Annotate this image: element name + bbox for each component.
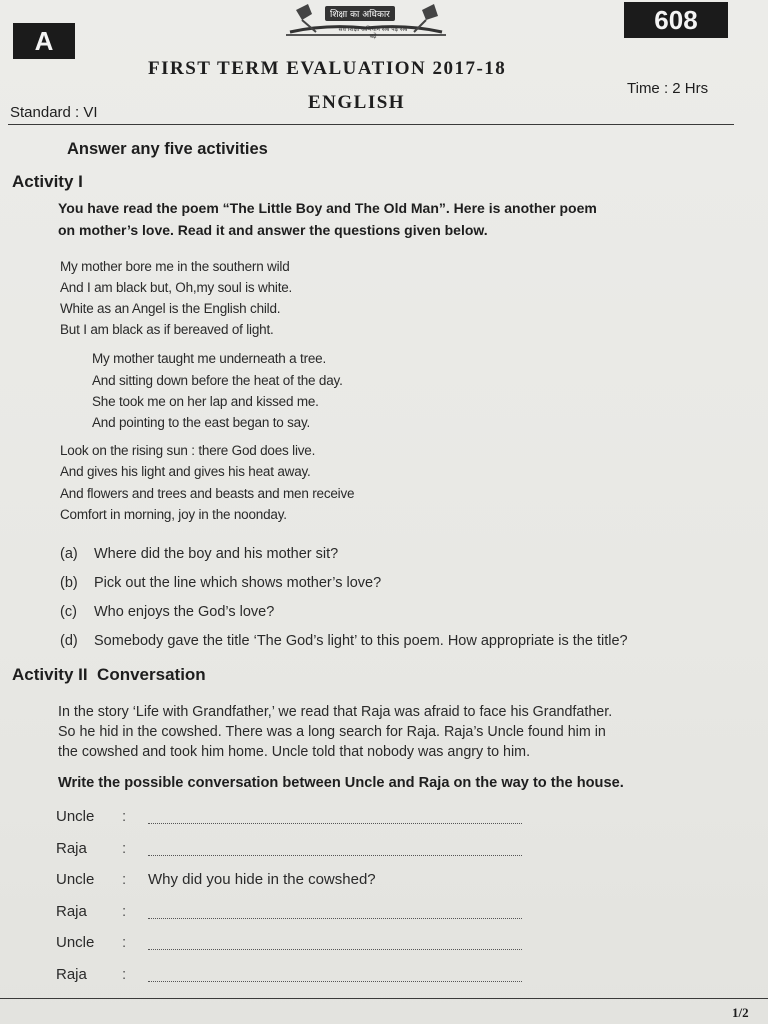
question-text: Where did the boy and his mother sit? (94, 546, 339, 562)
exam-time: Time : 2 Hrs (627, 80, 709, 97)
question-text: Pick out the line which shows mother’s love? (94, 575, 382, 591)
activity-2-label: Activity II (12, 665, 88, 684)
question-row (60, 575, 381, 591)
speaker-colon: : (122, 871, 127, 888)
story-paragraph-line: the cowshed and took him home. Uncle told that nobody was angry to him. (58, 744, 531, 760)
activity-1-heading: Activity I (12, 172, 83, 191)
answer-blank[interactable] (148, 981, 522, 982)
conversation-task: Write the possible conversation between Uncle and Raja on the way to the house. (58, 775, 624, 791)
speaker-colon: : (122, 934, 127, 951)
conversation-row (56, 840, 536, 864)
poem-line: My mother bore me in the southern wild (60, 259, 290, 274)
answer-blank[interactable] (148, 949, 522, 950)
paper-code-badge: 608 (624, 2, 728, 38)
given-dialogue: Why did you hide in the cowshed? (148, 871, 376, 888)
speaker-colon: : (122, 808, 127, 825)
page-number: 1/2 (732, 1005, 749, 1020)
speaker-colon: : (122, 903, 127, 920)
poem-line: And I am black but, Oh,my soul is white. (60, 280, 293, 295)
answer-blank[interactable] (148, 918, 522, 919)
poem-line: Look on the rising sun : there God does live. (60, 443, 316, 458)
question-label: (b) (60, 575, 78, 591)
set-badge: A (13, 23, 75, 59)
speaker-colon: : (122, 840, 127, 857)
poem-line: But I am black as if bereaved of light. (60, 322, 274, 337)
speaker-name: Uncle (56, 808, 95, 825)
question-row (60, 604, 274, 620)
activity-1-intro-line: You have read the poem “The Little Boy and The Old Man”. Here is another poem (58, 200, 597, 216)
speaker-name: Uncle (56, 934, 95, 951)
activity-2-subheading: Conversation (97, 665, 206, 684)
speaker-name: Raja (56, 966, 87, 983)
speaker-name: Raja (56, 840, 87, 857)
conversation-row (56, 903, 536, 927)
question-row (60, 633, 628, 649)
question-text: Somebody gave the title ‘The God’s light’ to this poem. How appropriate is the title? (94, 633, 628, 649)
poem-line: And pointing to the east began to say. (92, 415, 311, 430)
conversation-row (56, 934, 536, 958)
story-paragraph-line: So he hid in the cowshed. There was a long search for Raja. Raja’s Uncle found him in (58, 724, 606, 740)
answer-blank[interactable] (148, 823, 522, 824)
question-label: (a) (60, 546, 78, 562)
speaker-colon: : (122, 966, 127, 983)
poem-line: Comfort in morning, joy in the noonday. (60, 507, 287, 522)
poem-line: My mother taught me underneath a tree. (92, 351, 327, 366)
emblem-text: शिक्षा का अधिकार (325, 6, 395, 21)
question-text: Who enjoys the God’s love? (94, 604, 275, 620)
activity-2-heading (12, 665, 206, 685)
story-paragraph-line: In the story ‘Life with Grandfather,’ we read that Raja was afraid to face his Grandfather. (58, 704, 613, 720)
question-row (60, 546, 338, 562)
speaker-name: Raja (56, 903, 87, 920)
standard-label: Standard : VI (10, 104, 98, 121)
header-divider (8, 124, 734, 125)
subject-title: ENGLISH (308, 92, 406, 113)
exam-title: FIRST TERM EVALUATION 2017-18 (148, 58, 507, 79)
poem-line: And flowers and trees and beasts and men receive (60, 486, 355, 501)
emblem-motto: सर्वे शिक्षा अभियान सब पढ़ें सब बढ़ें (338, 26, 408, 40)
poem-line: And sitting down before the heat of the day. (92, 373, 343, 388)
speaker-name: Uncle (56, 871, 95, 888)
footer-divider (0, 998, 768, 999)
question-label: (c) (60, 604, 77, 620)
conversation-row (56, 871, 536, 895)
conversation-row (56, 808, 536, 832)
poem-line: And gives his light and gives his heat away. (60, 464, 311, 479)
poem-line: She took me on her lap and kissed me. (92, 394, 319, 409)
poem-line: White as an Angel is the English child. (60, 301, 281, 316)
general-instruction: Answer any five activities (67, 140, 268, 158)
conversation-row (56, 966, 536, 990)
answer-blank[interactable] (148, 855, 522, 856)
question-label: (d) (60, 633, 78, 649)
activity-1-intro-line: on mother’s love. Read it and answer the questions given below. (58, 222, 488, 238)
